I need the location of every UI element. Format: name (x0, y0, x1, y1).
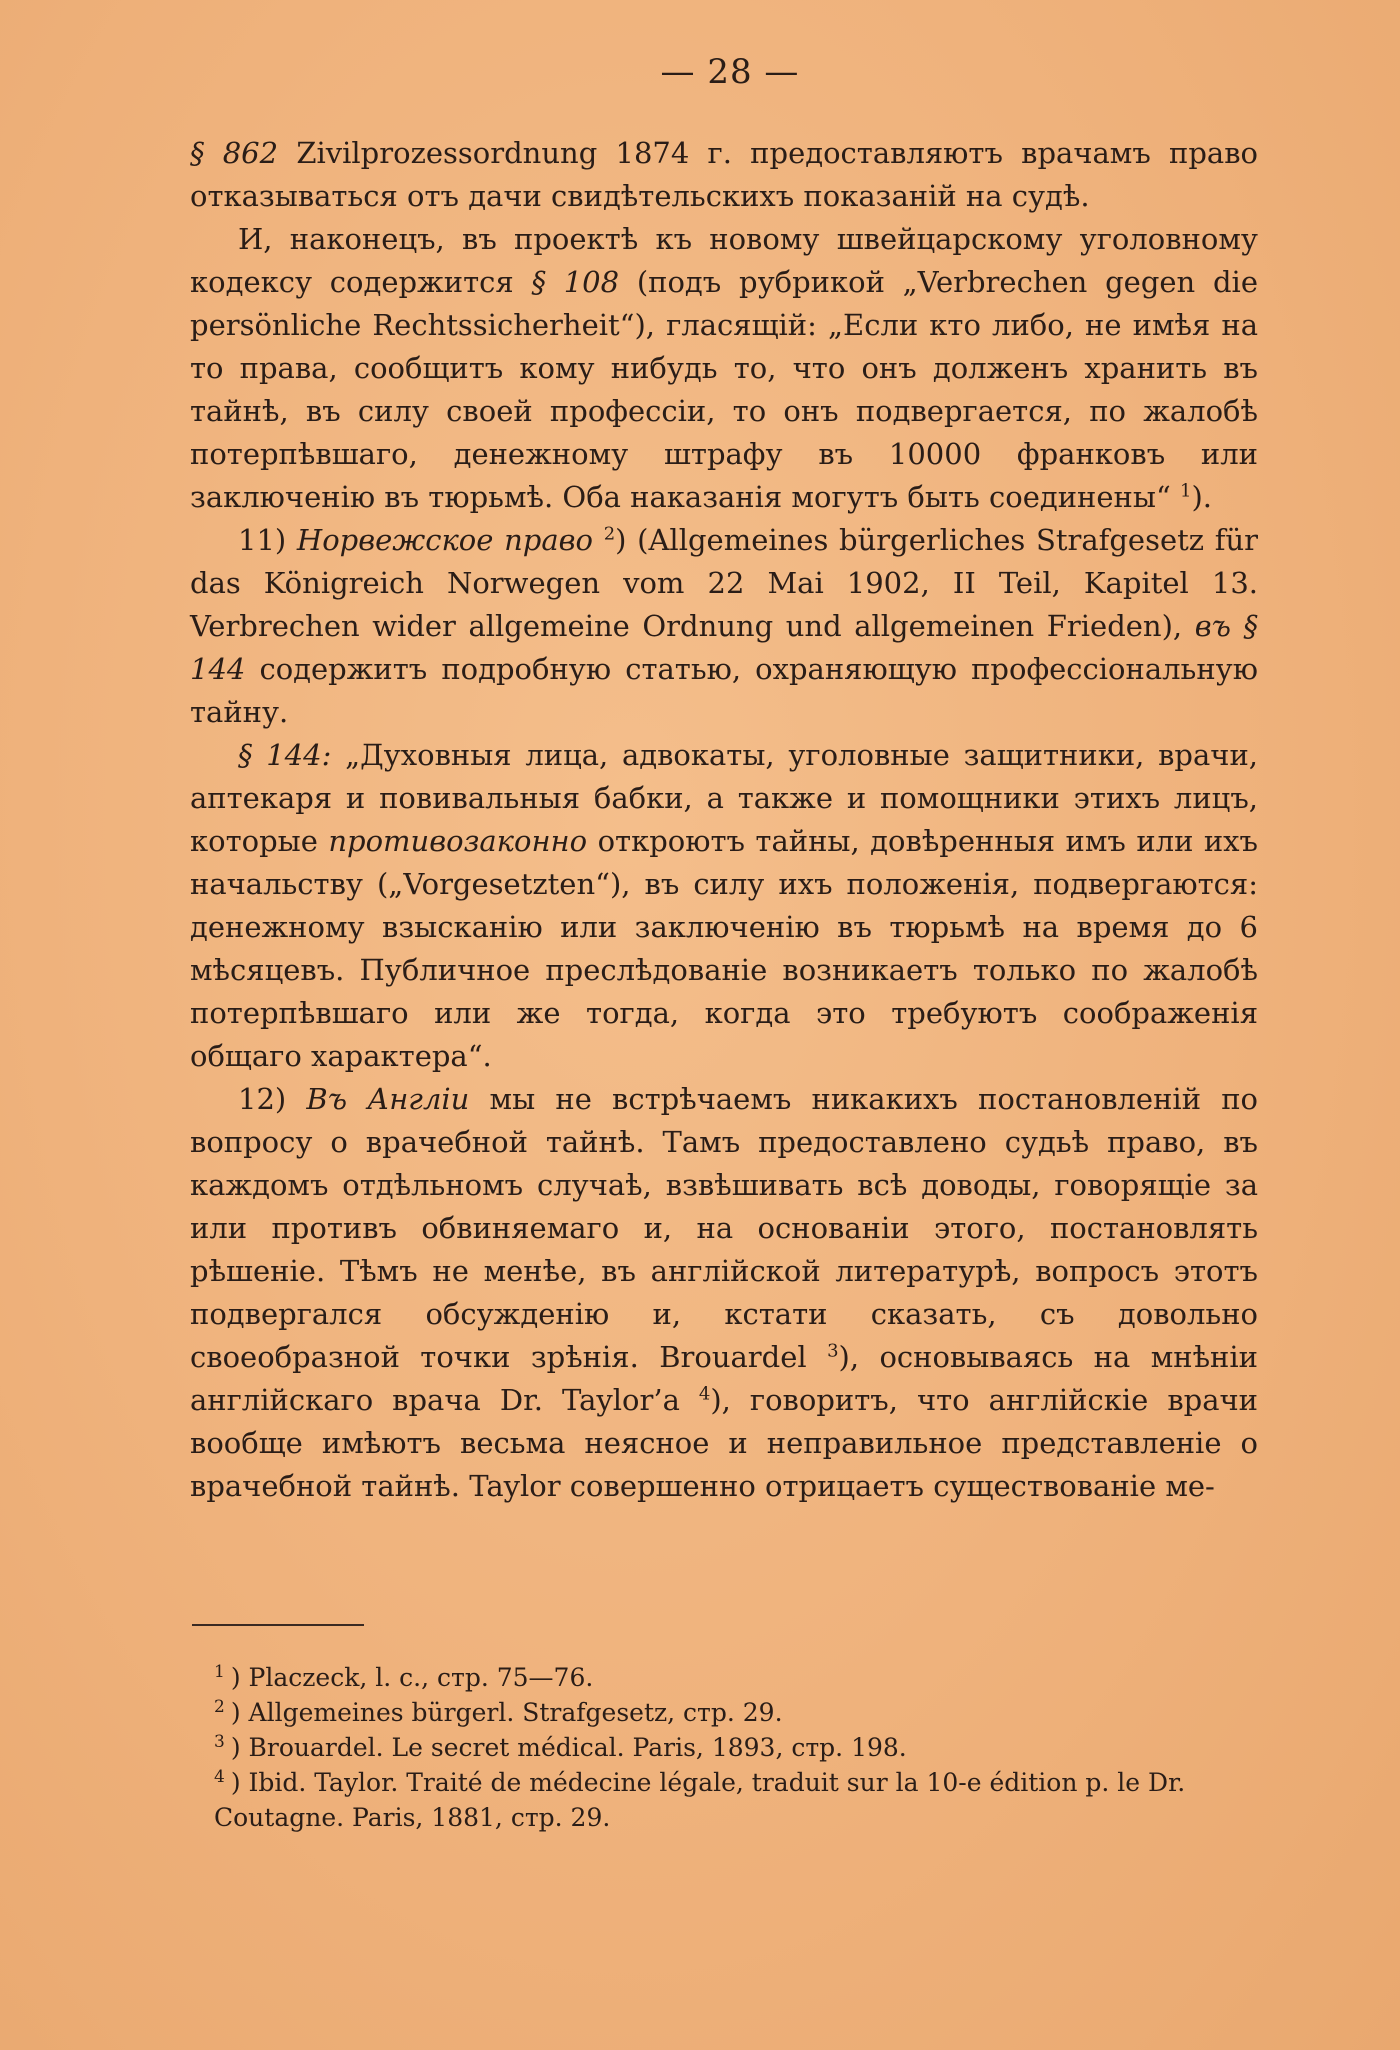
text-run: 11) (238, 523, 297, 557)
text-run: ). (1191, 480, 1212, 514)
footnote (190, 1695, 1258, 1730)
footnote-text: ) Ibid. Taylor. Traité de médecine légale, traduit sur la 10-e édition p. le Dr. Coutagne. Paris, 1881, стр. 29. (214, 1768, 1186, 1832)
section-ref: § 108 (531, 265, 620, 299)
body-text (190, 132, 1258, 1508)
footnote (190, 1660, 1258, 1695)
footnote (190, 1730, 1258, 1765)
footnotes (190, 1660, 1258, 1835)
footnote-ref: 4 (698, 1383, 711, 1405)
paragraph (190, 734, 1258, 1078)
text-run: ), говоритъ, что англійскіе врачи вообще имѣютъ весьма неясное и неправильное представленіе о врачебной тайнѣ. Taylor совершенно отрицаетъ существованіе ме- (190, 1383, 1258, 1503)
footnote (190, 1765, 1258, 1835)
text-run: ) (Allgemeines bürgerliches Strafgesetz für das Königreich Norwegen vom 22 Mai 1902, II Teil, Kapitel 13. Verbrechen wider allgemeine Ordnung und allgemeinen Frieden), (190, 523, 1259, 643)
paragraph (190, 1078, 1258, 1508)
footnote-text: ) Brouardel. Le secret médical. Paris, 1893, стр. 198. (230, 1733, 907, 1762)
section-ref: § 862 (190, 136, 279, 170)
section-ref: § 144: (238, 738, 332, 772)
paragraph (190, 218, 1258, 519)
footnote-ref: 2 (603, 523, 616, 545)
footnote-text: ) Placzeck, l. c., стр. 75—76. (230, 1663, 594, 1692)
text-run: 12) (238, 1082, 307, 1116)
emphasis: Въ Англіи (306, 1082, 470, 1116)
footnote-ref: 1 (1180, 480, 1192, 502)
text-run: (подъ рубрикой „Verbrechen gegen die persönliche Rechtssicherheit“), гласящій: „Если кто либо, не имѣя на то права, сообщитъ кому нибудь то, что онъ долженъ хранить въ тайнѣ, въ силу своей профессіи, то онъ подвергается, по жалобѣ потерпѣвшаго, денежному штрафу въ 10000 франковъ или заключенію въ тюрьмѣ. Оба наказанія могутъ быть соединены“ (190, 265, 1258, 514)
text-run: ), основываясь на мнѣніи англійскаго врача Dr. Taylor’а (190, 1340, 1258, 1417)
footnote-mark: 4 (214, 1766, 225, 1787)
footnote-ref: 3 (827, 1340, 839, 1362)
text-run (593, 523, 604, 557)
page-number: — 28 — (660, 52, 800, 92)
footnote-divider (192, 1624, 364, 1626)
text-run: содержитъ подробную статью, охраняющую профессіональную тайну. (190, 652, 1258, 729)
paragraph (190, 519, 1258, 734)
text-run: откроютъ тайны, довѣренныя имъ или ихъ начальству („Vorgesetzten“), въ силу ихъ положенія, подвергаются: денежному взысканію или заключенію въ тюрьмѣ на время до 6 мѣсяцевъ. Публичное преслѣдованіе возникаетъ только по жалобѣ потерпѣвшаго или же тогда, когда это требуютъ соображенія общаго характера“. (190, 824, 1258, 1073)
footnote-mark: 3 (214, 1731, 225, 1752)
emphasis: противозаконно (328, 824, 588, 858)
section-ref: въ § 144 (190, 609, 1258, 686)
footnote-mark: 2 (214, 1696, 225, 1717)
footnote-mark: 1 (214, 1661, 225, 1682)
text-run: Zivilprozessordnung 1874 г. предоставляютъ врачамъ право отказываться отъ дачи свидѣтельскихъ показаній на судѣ. (190, 136, 1258, 213)
text-run: мы не встрѣчаемъ никакихъ постановленій по вопросу о врачебной тайнѣ. Тамъ предоставлено судьѣ право, въ каждомъ отдѣльномъ случаѣ, взвѣшивать всѣ доводы, говорящіе за или противъ обвиняемаго и, на основаніи этого, постановлять рѣшеніе. Тѣмъ не менѣе, въ англійской литературѣ, вопросъ этотъ подвергался обсужденію и, кстати сказать, съ довольно своеобразной точки зрѣнія. Brouardel (190, 1082, 1258, 1374)
footnote-text: ) Allgemeines bürgerl. Strafgesetz, стр. 29. (230, 1698, 783, 1727)
text-run: „Духовныя лица, адвокаты, уголовные защитники, врачи, аптекаря и повивальныя бабки, а также и помощники этихъ лицъ, которые (190, 738, 1258, 858)
text-run: И, наконецъ, въ проектѣ къ новому швейцарскому уголовному кодексу содержится (190, 222, 1258, 299)
paragraph (190, 132, 1258, 218)
emphasis: Норвежское право (296, 523, 593, 557)
